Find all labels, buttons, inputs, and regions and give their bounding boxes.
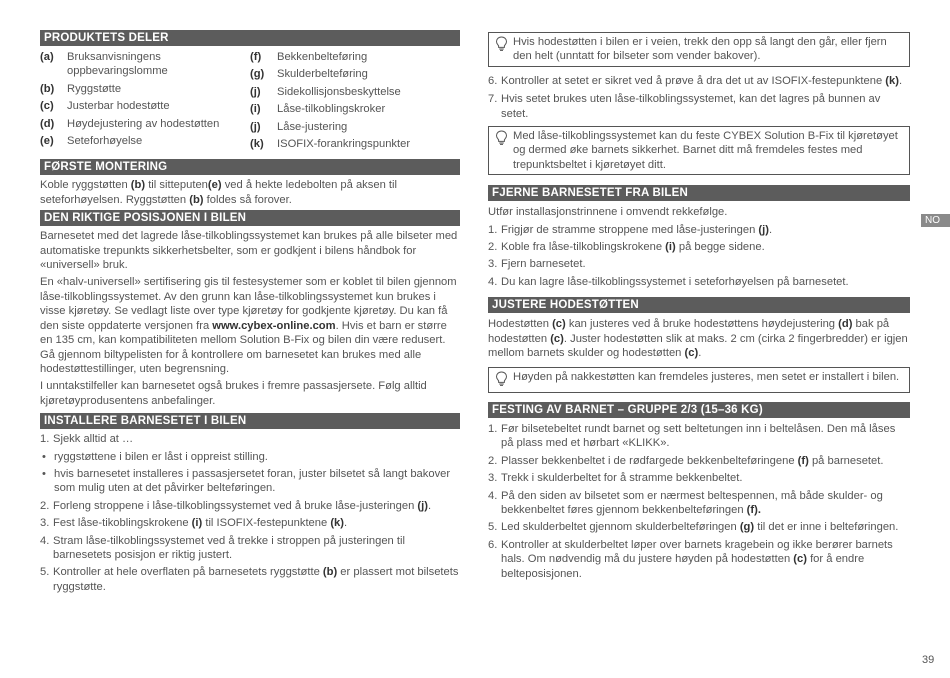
part-key: (j) <box>250 85 261 98</box>
part-label: Skulderbelteføring <box>277 68 368 81</box>
list-item: 4. Stram låse-tilkoblingssystemet ved å trekke i stroppen på justeringen til barnesetets posisjon er riktig justert. <box>40 534 405 561</box>
part-key: (d) <box>40 117 55 130</box>
parts-list <box>40 46 460 154</box>
part-label: Ryggstøtte <box>67 82 122 95</box>
part-key: (a) <box>40 51 54 63</box>
list-item: 4. Du kan lagre låse-tilkoblingssystemet i seteforhøyelsen på barnesetet. <box>488 275 849 288</box>
lightbulb-icon <box>495 35 513 64</box>
page-number: 39 <box>922 654 935 666</box>
part-label: Seteforhøyelse <box>67 135 143 148</box>
note-box-neckrest: Høyden på nakkestøtten kan fremdeles justeres, men setet er installert i bilen. <box>488 367 910 393</box>
right-column <box>488 30 910 581</box>
list-item: 2. Plasser bekkenbeltet i de rødfargede bekkenbelteføringene (f) på barnesetet. <box>488 454 884 467</box>
part-item <box>40 50 250 79</box>
part-item <box>250 50 460 64</box>
remove-intro: Utfør installasjonstrinnene i omvendt rekkefølge. <box>488 206 728 219</box>
section-header-position: DEN RIKTIGE POSISJONEN I BILEN <box>40 210 460 226</box>
website-link: www.cybex-online.com <box>212 319 336 332</box>
list-item: 1. Sjekk alltid at … <box>40 433 134 446</box>
part-key: (i) <box>250 103 261 116</box>
section-header-remove: FJERNE BARNESETET FRA BILEN <box>488 185 910 201</box>
part-key: (f) <box>250 51 262 63</box>
part-label: Høydejustering av hodestøtten <box>67 117 220 130</box>
section-header-fastening: FESTING AV BARNET – GRUPPE 2/3 (15–36 KG) <box>488 402 910 418</box>
part-item <box>40 82 250 96</box>
part-key: (c) <box>40 100 54 113</box>
note-box-headrest: Hvis hodestøtten i bilen er i veien, trekk den opp så langt den går, eller fjern den helt (unntatt for bilseter som vender bakover). <box>488 32 910 67</box>
section-header-parts: PRODUKTETS DELER <box>40 30 460 46</box>
headrest-text: Hodestøtten (c) kan justeres ved å bruke hodestøttens høydejustering (d) bak på hodestøtten (c). Juster hodestøtten slik at maks. 2 cm (cirka 2 fingerbredder) er igjen mellom barnets skulder og hodestøtten (c). <box>488 318 908 360</box>
part-item <box>40 117 250 131</box>
part-label: Bruksanvisningens oppbevaringslomme <box>67 51 168 78</box>
section-header-first-mounting: FØRSTE MONTERING <box>40 159 460 175</box>
part-item <box>40 99 250 113</box>
list-item: 6. Kontroller at skulderbeltet løper over barnets kragebein og ikke berører barnets hals. Om nødvendig må du justere høyden på hodestøtten (c) for å endre belteposisjonen. <box>488 538 893 580</box>
part-item <box>250 120 460 134</box>
part-item <box>250 137 460 151</box>
list-item: 4. På den siden av bilsetet som er nærmest beltespennen, må både skulder- og bekkenbeltet føres gjennom bekkenbelteføringen (f). <box>488 489 883 516</box>
part-label: Bekkenbelteføring <box>277 51 368 63</box>
part-label: Sidekollisjonsbeskyttelse <box>277 85 401 98</box>
list-item: 6. Kontroller at setet er sikret ved å prøve å dra det ut av ISOFIX-festepunktene (k). <box>488 74 903 87</box>
list-item: 5. Led skulderbeltet gjennom skulderbelteføringen (g) til det er inne i belteføringen. <box>488 521 899 534</box>
section-header-install: INSTALLERE BARNESETET I BILEN <box>40 413 460 429</box>
list-item: 5. Kontroller at hele overflaten på barnesetets ryggstøtte (b) er plassert mot bilsetets ryggstøtte. <box>40 566 459 593</box>
section-header-headrest: JUSTERE HODESTØTTEN <box>488 297 910 313</box>
part-key: (j) <box>250 120 261 133</box>
list-item: 1. Før bilsetebeltet rundt barnet og sett beltetungen inn i beltelåsen. Den må låses på plass med et hørbart «KLIKK». <box>488 422 896 450</box>
part-item <box>250 85 460 99</box>
list-item: • hvis barnesetet installeres i passasjersetet foran, juster bilsetet så langt bakover som mulig uten at det påvirker belteføringen. <box>42 467 451 495</box>
note-box-isofix: Med låse-tilkoblingssystemet kan du feste CYBEX Solution B-Fix til kjøretøyet og dermed øke barnets sikkerhet. Barnet ditt må fremdeles festes med trepunktsbeltet i kjøretøyet ditt. <box>488 126 910 175</box>
part-key: (g) <box>250 68 265 81</box>
list-item: 7. Hvis setet brukes uten låse-tilkoblingssystemet, kan det lagres på bunnen av setet. <box>488 93 881 120</box>
lightbulb-icon <box>495 129 513 172</box>
part-key: (e) <box>40 135 54 148</box>
part-key: (b) <box>40 82 55 95</box>
list-item: • ryggstøttene i bilen er låst i oppreist stilling. <box>42 450 268 463</box>
part-item <box>40 134 250 148</box>
position-paragraph-1: Barnesetet med det lagrede låse-tilkoblingssystemet kan brukes på alle bilseter med automatiske trepunkts sikkerhetsbelter, som er godkjent i bilens håndbok for «universell» bruk. <box>40 230 458 272</box>
first-mounting-text: Koble ryggstøtten (b) til sitteputen(e) ved å hekte ledebolten på aksen til seteforhøyelsen. Ryggstøtten (b) foldes så forover. <box>40 179 397 206</box>
part-label: Låse-justering <box>277 120 348 133</box>
parts-list-left <box>40 50 250 154</box>
left-column <box>40 30 460 594</box>
part-key: (k) <box>250 138 264 151</box>
language-tab: NO <box>921 214 950 227</box>
list-item: 3. Trekk i skulderbeltet for å stramme bekkenbeltet. <box>488 472 743 485</box>
lightbulb-icon <box>495 370 513 390</box>
list-item: 2. Forleng stroppene i låse-tilkoblingssystemet ved å bruke låse-justeringen (j). <box>40 499 432 512</box>
position-paragraph-3: I unntakstilfeller kan barnesetet også brukes i fremre passasjersete. Følg alltid kjøretøyprodusentens anbefalinger. <box>40 380 427 407</box>
list-item: 3. Fjern barnesetet. <box>488 258 586 271</box>
parts-list-right <box>250 50 460 154</box>
list-item: 2. Koble fra låse-tilkoblingskrokene (i) på begge sidene. <box>488 241 765 254</box>
list-item: 1. Frigjør de stramme stroppene med låse-justeringen (j). <box>488 223 773 236</box>
list-item: 3. Fest låse-tikoblingskrokene (i) til ISOFIX-festepunktene (k). <box>40 517 348 530</box>
part-item <box>250 102 460 116</box>
part-item <box>250 67 460 81</box>
position-paragraph-2: En «halv-universell» sertifisering gis til festesystemer som er koblet til bilen gjennom låse-tilkoblingssystemet. Av den grunn kan låse-tilkoblingssystemet kun brukes i visse kjøretøy. Se vedlagt liste over type kjøretøy for godkjente kjøretøy. Du kan få den siste oppdaterte versjonen fra www.cybex-online.com. Hvis et barn er større en 135 cm, kan kompatibiliteten mellom Solution B-Fix og bilen din være redusert. Gå gjennom biltypelisten for å kontrollere om barnesetet kan brukes med alle hodestøttestillinger, uten begrensning. <box>40 276 457 375</box>
part-label: ISOFIX-forankringspunkter <box>277 138 411 151</box>
part-label: Justerbar hodestøtte <box>67 100 170 113</box>
part-label: Låse-tilkoblingskroker <box>277 103 386 116</box>
